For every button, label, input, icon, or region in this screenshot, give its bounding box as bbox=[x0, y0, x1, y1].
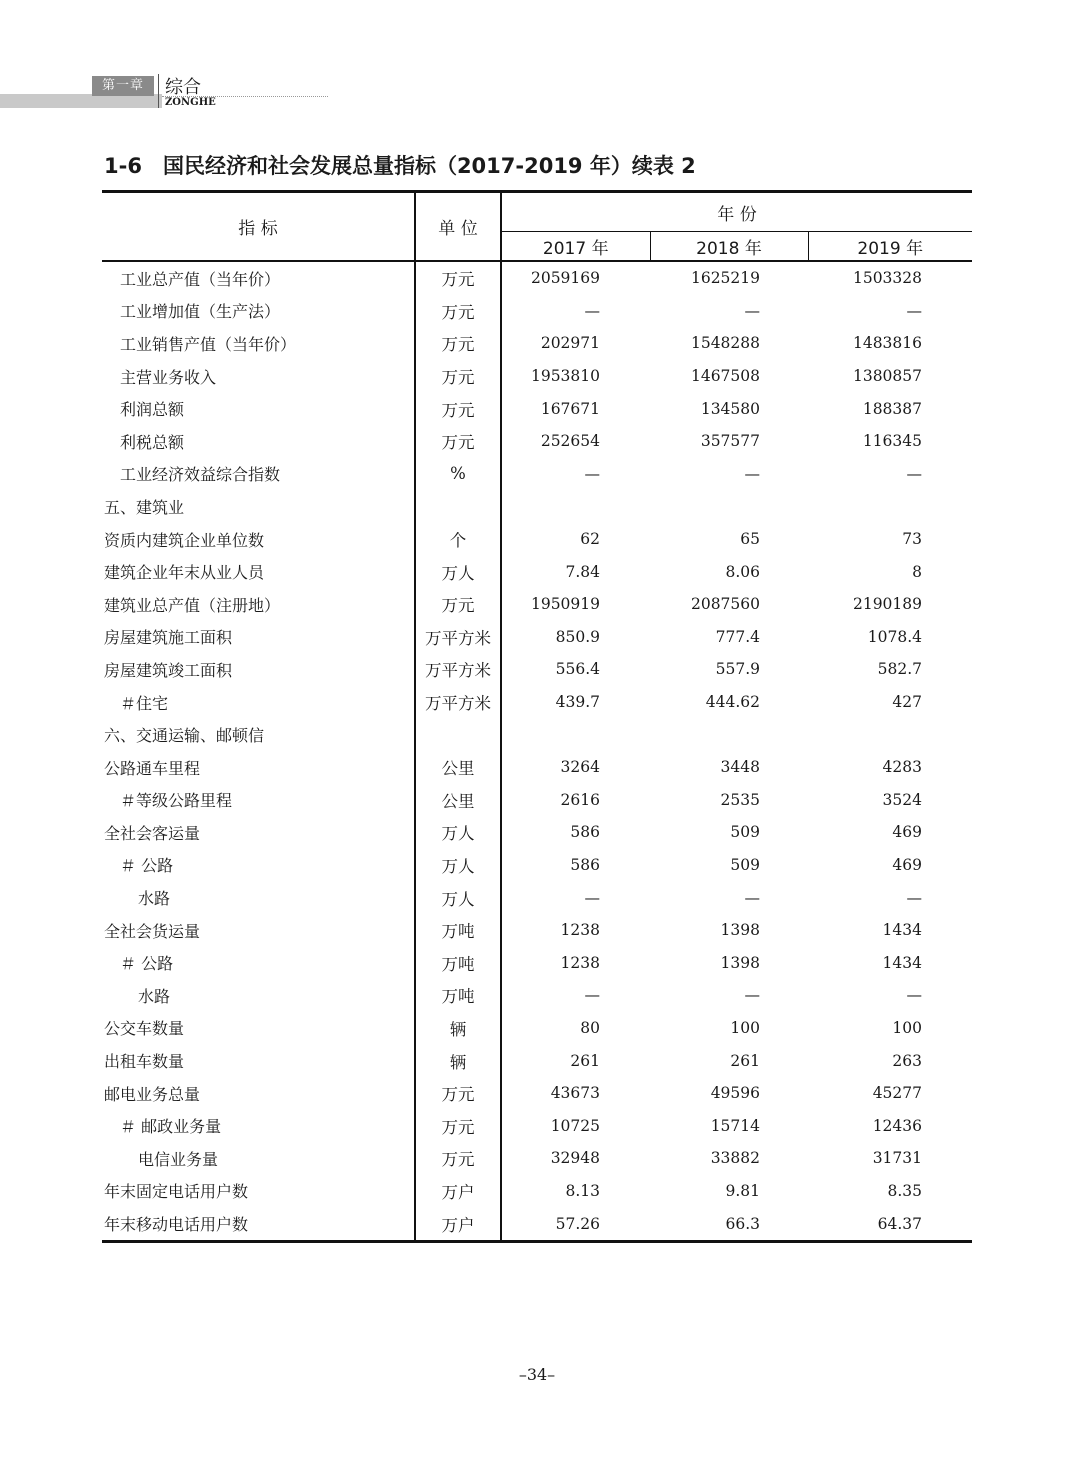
unit-cell: % bbox=[415, 458, 501, 491]
value-2019: 8.35 bbox=[887, 1181, 922, 1200]
value-2017: — bbox=[584, 986, 600, 1005]
value-2017: 7.84 bbox=[565, 562, 600, 581]
value-2019: — bbox=[906, 986, 922, 1005]
unit-cell: 万元 bbox=[415, 1142, 501, 1175]
unit-cell: 万平方米 bbox=[415, 653, 501, 686]
value-2019: 12436 bbox=[872, 1116, 922, 1135]
value-2018: 1398 bbox=[720, 953, 760, 972]
header-separator bbox=[158, 74, 159, 108]
value-2017: 57.26 bbox=[555, 1214, 600, 1233]
indicator-name: 六、交通运输、邮顿信 bbox=[102, 718, 415, 751]
page-number: –34– bbox=[518, 1365, 556, 1384]
indicator-name: 全社会货运量 bbox=[102, 914, 415, 947]
indicator-name: ＃ 公路 bbox=[102, 946, 415, 979]
table-row bbox=[102, 849, 972, 882]
indicator-name: 房屋建筑竣工面积 bbox=[102, 653, 415, 686]
table-row bbox=[102, 295, 972, 328]
value-2019: 1380857 bbox=[852, 367, 922, 386]
value-2018: 1625219 bbox=[690, 269, 760, 288]
value-2018: 357577 bbox=[700, 432, 760, 451]
value-2018: 33882 bbox=[710, 1149, 760, 1168]
indicator-name: 房屋建筑施工面积 bbox=[102, 621, 415, 654]
value-2019 bbox=[808, 718, 972, 751]
table-row bbox=[102, 261, 972, 295]
indicator-name: 公路通车里程 bbox=[102, 751, 415, 784]
unit-cell: 辆 bbox=[415, 1044, 501, 1077]
unit-cell bbox=[415, 490, 501, 523]
table-row bbox=[102, 523, 972, 556]
value-2018: 9.81 bbox=[725, 1181, 760, 1200]
value-2018: 65 bbox=[740, 530, 760, 549]
indicator-name: 利税总额 bbox=[102, 425, 415, 458]
value-2018: — bbox=[744, 301, 760, 320]
value-2019: 188387 bbox=[862, 399, 922, 418]
unit-cell: 万户 bbox=[415, 1175, 501, 1208]
indicator-name: ＃ 公路 bbox=[102, 849, 415, 882]
value-2018: 3448 bbox=[720, 758, 760, 777]
value-2018: 15714 bbox=[710, 1116, 760, 1135]
indicator-name: 工业总产值（当年价） bbox=[102, 261, 415, 295]
indicator-name: 年末固定电话用户数 bbox=[102, 1175, 415, 1208]
indicator-name: ＃ 邮政业务量 bbox=[102, 1109, 415, 1142]
value-2017: 2616 bbox=[560, 790, 600, 809]
value-2017: 167671 bbox=[540, 399, 600, 418]
unit-cell: 万元 bbox=[415, 392, 501, 425]
value-2019: 73 bbox=[902, 530, 922, 549]
value-2019: — bbox=[906, 464, 922, 483]
table-row bbox=[102, 327, 972, 360]
header-year-2017: 2017 年 bbox=[501, 232, 650, 262]
header-year-group: 年 份 bbox=[501, 192, 972, 232]
value-2017: 261 bbox=[570, 1051, 600, 1070]
unit-cell: 万元 bbox=[415, 295, 501, 328]
indicator-name: 全社会客运量 bbox=[102, 816, 415, 849]
value-2018: 1467508 bbox=[690, 367, 760, 386]
value-2019: 116345 bbox=[862, 432, 922, 451]
value-2017: 3264 bbox=[560, 758, 600, 777]
unit-cell: 万元 bbox=[415, 360, 501, 393]
table-row bbox=[102, 1207, 972, 1241]
value-2019: 4283 bbox=[882, 758, 922, 777]
value-2019: 8 bbox=[912, 562, 922, 581]
table-row bbox=[102, 979, 972, 1012]
indicator-name: 工业增加值（生产法） bbox=[102, 295, 415, 328]
header-year-2018: 2018 年 bbox=[650, 232, 808, 262]
unit-cell: 万人 bbox=[415, 849, 501, 882]
indicator-name: 水路 bbox=[102, 881, 415, 914]
value-2017: 80 bbox=[580, 1018, 600, 1037]
statistics-table bbox=[102, 190, 972, 1243]
value-2018: 1548288 bbox=[690, 334, 760, 353]
value-2019: 469 bbox=[892, 823, 922, 842]
chapter-label: 第一章 bbox=[92, 76, 154, 96]
value-2019: — bbox=[906, 301, 922, 320]
indicator-name: 邮电业务总量 bbox=[102, 1077, 415, 1110]
header-dotted-rule bbox=[162, 96, 328, 97]
table-row bbox=[102, 392, 972, 425]
indicator-name: 公交车数量 bbox=[102, 1012, 415, 1045]
value-2017: — bbox=[584, 888, 600, 907]
unit-cell: 公里 bbox=[415, 751, 501, 784]
value-2017: 10725 bbox=[550, 1116, 600, 1135]
value-2017: 202971 bbox=[540, 334, 600, 353]
table-row bbox=[102, 1109, 972, 1142]
indicator-name: 建筑业总产值（注册地） bbox=[102, 588, 415, 621]
value-2017: 586 bbox=[570, 823, 600, 842]
value-2019: 1483816 bbox=[852, 334, 922, 353]
value-2019: 1434 bbox=[882, 953, 922, 972]
indicator-name: 电信业务量 bbox=[102, 1142, 415, 1175]
table-row bbox=[102, 1142, 972, 1175]
value-2017: 1238 bbox=[560, 953, 600, 972]
indicator-name: 年末移动电话用户数 bbox=[102, 1207, 415, 1241]
indicator-name: 主营业务收入 bbox=[102, 360, 415, 393]
value-2017: — bbox=[584, 301, 600, 320]
unit-cell: 万元 bbox=[415, 588, 501, 621]
value-2018 bbox=[650, 490, 808, 523]
unit-cell: 万元 bbox=[415, 261, 501, 295]
table-row bbox=[102, 1077, 972, 1110]
unit-cell: 万元 bbox=[415, 1077, 501, 1110]
table-row bbox=[102, 458, 972, 491]
unit-cell: 万人 bbox=[415, 816, 501, 849]
value-2019: 100 bbox=[892, 1018, 922, 1037]
table-row bbox=[102, 946, 972, 979]
table-row bbox=[102, 718, 972, 751]
table-row bbox=[102, 751, 972, 784]
value-2017: 439.7 bbox=[555, 693, 600, 712]
table-row bbox=[102, 555, 972, 588]
value-2017: 1950919 bbox=[530, 595, 600, 614]
value-2019: 1434 bbox=[882, 921, 922, 940]
unit-cell: 万吨 bbox=[415, 914, 501, 947]
value-2019: 45277 bbox=[872, 1084, 922, 1103]
value-2017 bbox=[501, 490, 650, 523]
table-title: 1-6 国民经济和社会发展总量指标（2017-2019 年）续表 2 bbox=[104, 154, 696, 178]
unit-cell: 万人 bbox=[415, 555, 501, 588]
indicator-name: 水路 bbox=[102, 979, 415, 1012]
value-2017 bbox=[501, 718, 650, 751]
value-2018: 444.62 bbox=[705, 693, 760, 712]
table-row bbox=[102, 1175, 972, 1208]
table-row bbox=[102, 881, 972, 914]
value-2017: 850.9 bbox=[555, 627, 600, 646]
value-2019: 2190189 bbox=[852, 595, 922, 614]
header-indicator: 指 标 bbox=[102, 192, 415, 262]
table-row bbox=[102, 360, 972, 393]
value-2018: 134580 bbox=[700, 399, 760, 418]
value-2018: — bbox=[744, 888, 760, 907]
table-row bbox=[102, 653, 972, 686]
value-2018: 2087560 bbox=[690, 595, 760, 614]
table-row bbox=[102, 588, 972, 621]
table-row bbox=[102, 1012, 972, 1045]
value-2019: 427 bbox=[892, 693, 922, 712]
indicator-name: 工业经济效益综合指数 bbox=[102, 458, 415, 491]
value-2018: 509 bbox=[730, 855, 760, 874]
indicator-name: ＃等级公路里程 bbox=[102, 784, 415, 817]
header-unit: 单 位 bbox=[415, 192, 501, 262]
table-row bbox=[102, 914, 972, 947]
value-2017: 8.13 bbox=[565, 1181, 600, 1200]
value-2018: 557.9 bbox=[715, 660, 760, 679]
value-2019: 64.37 bbox=[877, 1214, 922, 1233]
value-2018: 509 bbox=[730, 823, 760, 842]
table-row bbox=[102, 621, 972, 654]
indicator-name: ＃住宅 bbox=[102, 686, 415, 719]
unit-cell: 万平方米 bbox=[415, 621, 501, 654]
unit-cell: 辆 bbox=[415, 1012, 501, 1045]
value-2017: 1238 bbox=[560, 921, 600, 940]
value-2019: 1503328 bbox=[852, 269, 922, 288]
unit-cell: 万元 bbox=[415, 327, 501, 360]
value-2017: 556.4 bbox=[555, 660, 600, 679]
value-2018: — bbox=[744, 986, 760, 1005]
value-2019: 1078.4 bbox=[867, 627, 922, 646]
table-row bbox=[102, 686, 972, 719]
value-2017: 62 bbox=[580, 530, 600, 549]
value-2019: 469 bbox=[892, 855, 922, 874]
value-2018: 49596 bbox=[710, 1084, 760, 1103]
value-2017: 2059169 bbox=[530, 269, 600, 288]
unit-cell: 万吨 bbox=[415, 946, 501, 979]
value-2017: 586 bbox=[570, 855, 600, 874]
value-2019: 3524 bbox=[882, 790, 922, 809]
value-2018: 261 bbox=[730, 1051, 760, 1070]
indicator-name: 资质内建筑企业单位数 bbox=[102, 523, 415, 556]
indicator-name: 工业销售产值（当年价） bbox=[102, 327, 415, 360]
value-2017: 1953810 bbox=[530, 367, 600, 386]
table-row bbox=[102, 490, 972, 523]
value-2018: 1398 bbox=[720, 921, 760, 940]
unit-cell: 万人 bbox=[415, 881, 501, 914]
table-row bbox=[102, 816, 972, 849]
table-row bbox=[102, 784, 972, 817]
table-row bbox=[102, 1044, 972, 1077]
unit-cell: 万户 bbox=[415, 1207, 501, 1241]
value-2018: 2535 bbox=[720, 790, 760, 809]
value-2019: — bbox=[906, 888, 922, 907]
unit-cell: 万元 bbox=[415, 1109, 501, 1142]
value-2019: 582.7 bbox=[877, 660, 922, 679]
value-2017: — bbox=[584, 464, 600, 483]
value-2019 bbox=[808, 490, 972, 523]
value-2018: 777.4 bbox=[715, 627, 760, 646]
value-2017: 252654 bbox=[540, 432, 600, 451]
header-year-2019: 2019 年 bbox=[808, 232, 972, 262]
unit-cell: 万平方米 bbox=[415, 686, 501, 719]
chapter-title: 综合 bbox=[165, 77, 201, 98]
indicator-name: 出租车数量 bbox=[102, 1044, 415, 1077]
unit-cell: 个 bbox=[415, 523, 501, 556]
value-2018: — bbox=[744, 464, 760, 483]
value-2019: 263 bbox=[892, 1051, 922, 1070]
chapter-subtitle: ZONGHE bbox=[165, 97, 216, 108]
indicator-name: 利润总额 bbox=[102, 392, 415, 425]
value-2018: 66.3 bbox=[725, 1214, 760, 1233]
unit-cell: 万吨 bbox=[415, 979, 501, 1012]
unit-cell bbox=[415, 718, 501, 751]
indicator-name: 五、建筑业 bbox=[102, 490, 415, 523]
value-2018: 100 bbox=[730, 1018, 760, 1037]
value-2017: 32948 bbox=[550, 1149, 600, 1168]
unit-cell: 公里 bbox=[415, 784, 501, 817]
value-2017: 43673 bbox=[550, 1084, 600, 1103]
value-2018 bbox=[650, 718, 808, 751]
value-2019: 31731 bbox=[872, 1149, 922, 1168]
unit-cell: 万元 bbox=[415, 425, 501, 458]
indicator-name: 建筑企业年末从业人员 bbox=[102, 555, 415, 588]
table-row bbox=[102, 425, 972, 458]
header-band bbox=[0, 94, 162, 108]
value-2018: 8.06 bbox=[725, 562, 760, 581]
